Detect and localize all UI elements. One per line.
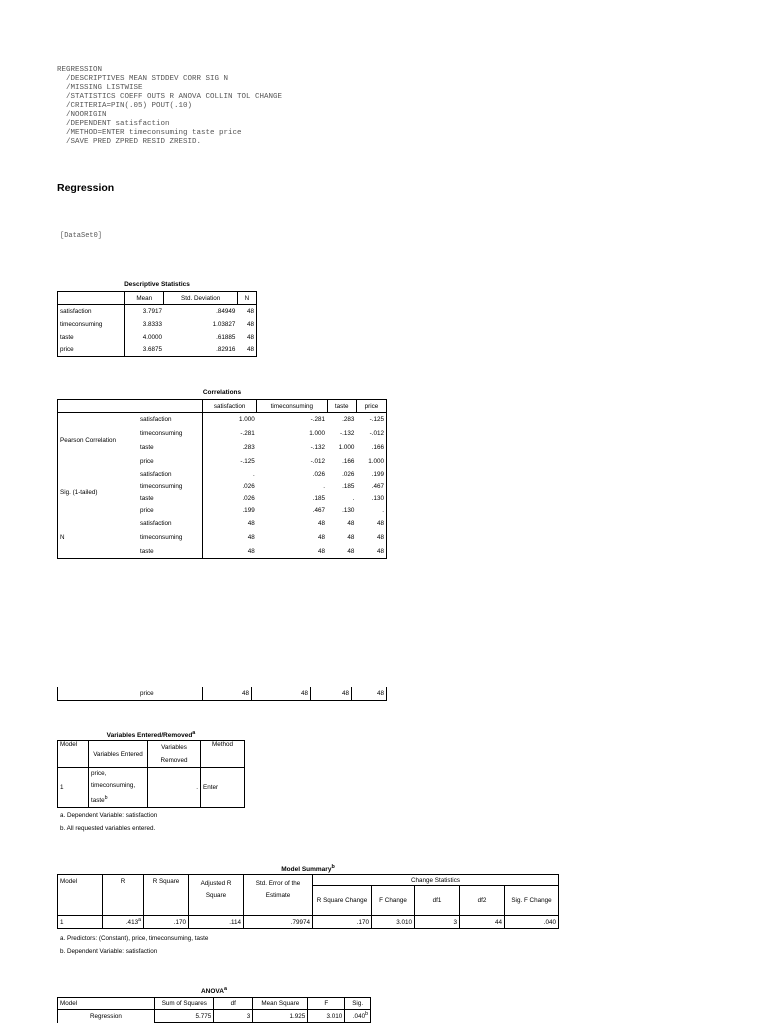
col-header: F	[308, 998, 345, 1010]
row-label: taste	[138, 545, 203, 559]
syntax-line: /CRITERIA=PIN(.05) POUT(.10)	[57, 102, 193, 110]
col-header: Mean Square	[253, 998, 308, 1010]
col-header-group: Change Statistics	[313, 875, 559, 886]
col-header: Std. Error of the Estimate	[244, 875, 313, 916]
row-label: satisfaction	[138, 517, 203, 531]
sd-cell: .84949	[216, 307, 236, 315]
table-row: price 48 48 48 48	[58, 687, 387, 700]
table-row: Pearson Correlation satisfaction 1.000 -.281 .283 -.125	[58, 413, 387, 427]
row-label: timeconsuming	[138, 531, 203, 545]
variables-entered-title: Variables Entered/Removed$^a$	[106, 730, 196, 740]
anova-table	[57, 997, 371, 1023]
sd-cell: 1.03827	[212, 320, 236, 328]
col-header: Adjusted R Square	[189, 875, 244, 916]
table-row: N satisfaction 48 48 48 48	[58, 517, 387, 531]
group-label: Sig. (1-tailed)	[58, 469, 139, 517]
mean-cell: 4.0000	[142, 333, 162, 341]
col-header: F Change	[372, 886, 415, 916]
syntax-line: /DEPENDENT satisfaction	[57, 120, 170, 128]
col-header: df1	[415, 886, 460, 916]
col-header: price	[356, 400, 386, 413]
table-row: taste 48 48 48 48	[58, 545, 387, 559]
table-row: price .199 .467 .130 .	[58, 505, 387, 517]
group-label: N	[58, 517, 139, 559]
descriptives-table	[57, 291, 257, 357]
row-label: satisfaction	[58, 305, 125, 318]
descriptives-title: Descriptive Statistics	[124, 281, 190, 288]
row-label: satisfaction	[138, 413, 203, 427]
method-cell: Enter	[201, 768, 245, 808]
col-header: satisfaction	[203, 400, 257, 413]
col-header: R	[103, 875, 144, 916]
col-header: Sig. F Change	[505, 886, 559, 916]
correlations-continuation	[57, 687, 387, 701]
row-label: taste	[58, 331, 125, 344]
col-header: Sig.	[345, 998, 371, 1010]
model-summary-title: Model Summary$^b$	[281, 864, 335, 874]
row-label: taste	[138, 441, 203, 455]
table-row: taste .283 -.132 1.000 .166	[58, 441, 387, 455]
row-label: satisfaction	[138, 469, 203, 481]
syntax-line: /STATISTICS COEFF OUTS R ANOVA COLLIN TOL CHANGE	[57, 93, 283, 101]
col-header: df	[214, 998, 253, 1010]
syntax-line: /SAVE PRED ZPRED RESID ZRESID.	[57, 138, 202, 146]
n-cell: 48	[237, 318, 256, 331]
col-header: Model	[58, 875, 103, 916]
row-label: timeconsuming	[138, 481, 203, 493]
n-cell: 48	[237, 331, 256, 344]
model-cell: 1	[58, 768, 89, 808]
table-row: timeconsuming .026 . .185 .467	[58, 481, 387, 493]
mean-cell: 3.8333	[142, 320, 162, 328]
row-label: Regression	[88, 1010, 155, 1023]
anova-title: ANOVA$^a$	[200, 986, 227, 996]
syntax-line: /NOORIGIN	[57, 111, 107, 119]
row-label: price	[138, 455, 203, 469]
table-row: timeconsuming 48 48 48 48	[58, 531, 387, 545]
sd-cell: .61885	[216, 333, 236, 341]
col-header: Mean	[125, 292, 164, 305]
footnote: b. Dependent Variable: satisfaction	[60, 948, 158, 955]
table-row: taste .026 .185 . .130	[58, 493, 387, 505]
col-header: taste	[327, 400, 356, 413]
syntax-line: /METHOD=ENTER timeconsuming taste price	[57, 129, 242, 137]
col-header: Std. Deviation	[164, 292, 237, 305]
syntax-block	[57, 66, 282, 147]
group-label: Pearson Correlation	[58, 413, 139, 469]
col-header: Sum of Squares	[155, 998, 214, 1010]
table-row	[58, 318, 257, 331]
col-header: Method	[201, 741, 245, 768]
col-header: R Square Change	[313, 886, 372, 916]
col-header: Model	[58, 998, 155, 1010]
entered-cell: price, timeconsuming, taste$^b$	[89, 768, 148, 808]
row-label: price	[58, 344, 125, 357]
syntax-line: /MISSING LISTWISE	[57, 84, 143, 92]
syntax-line: REGRESSION	[57, 66, 103, 74]
col-header: N	[237, 292, 256, 305]
row-label: taste	[138, 493, 203, 505]
footnote: a. Predictors: (Constant), price, timeconsuming, taste	[60, 935, 209, 942]
n-cell: 48	[237, 305, 256, 318]
col-header: Variables Removed	[148, 741, 201, 768]
section-heading: Regression	[57, 182, 115, 194]
n-cell: 48	[237, 344, 256, 357]
correlations-title: Correlations	[202, 389, 242, 396]
sd-cell: .82916	[164, 344, 237, 357]
table-row	[58, 305, 257, 318]
table-row: 1 .413$^a$ .170 .114 .79974 .170 3.010 3 44 .040	[58, 916, 559, 929]
table-row	[58, 331, 257, 344]
table-row	[58, 768, 245, 808]
footnote: b. All requested variables entered.	[60, 825, 156, 832]
mean-cell: 3.6875	[125, 344, 164, 357]
col-header: Variables Entered	[89, 741, 148, 768]
table-row: Sig. (1-tailed) satisfaction . .026 .026 .199	[58, 469, 387, 481]
table-row: Regression 5.775 3 1.925 3.010 .040$^b$	[58, 1010, 371, 1023]
row-label: timeconsuming	[138, 427, 203, 441]
footnote: a. Dependent Variable: satisfaction	[60, 812, 158, 819]
col-header: timeconsuming	[257, 400, 327, 413]
col-header: Model	[58, 741, 89, 768]
correlations-table	[57, 399, 387, 559]
table-row: timeconsuming -.281 1.000 -.132 -.012	[58, 427, 387, 441]
mean-cell: 3.7917	[142, 307, 162, 315]
syntax-line: /DESCRIPTIVES MEAN STDDEV CORR SIG N	[57, 75, 229, 83]
variables-entered-table	[57, 740, 245, 808]
dataset-label: [DataSet0]	[60, 232, 103, 240]
col-header: R Square	[144, 875, 189, 916]
row-label: price	[138, 687, 203, 700]
col-header: df2	[460, 886, 505, 916]
removed-cell: .	[148, 768, 201, 808]
row-label: price	[138, 505, 203, 517]
model-summary-table	[57, 874, 559, 929]
table-row: price -.125 -.012 .166 1.000	[58, 455, 387, 469]
row-label: timeconsuming	[58, 318, 125, 331]
table-row	[58, 344, 257, 357]
